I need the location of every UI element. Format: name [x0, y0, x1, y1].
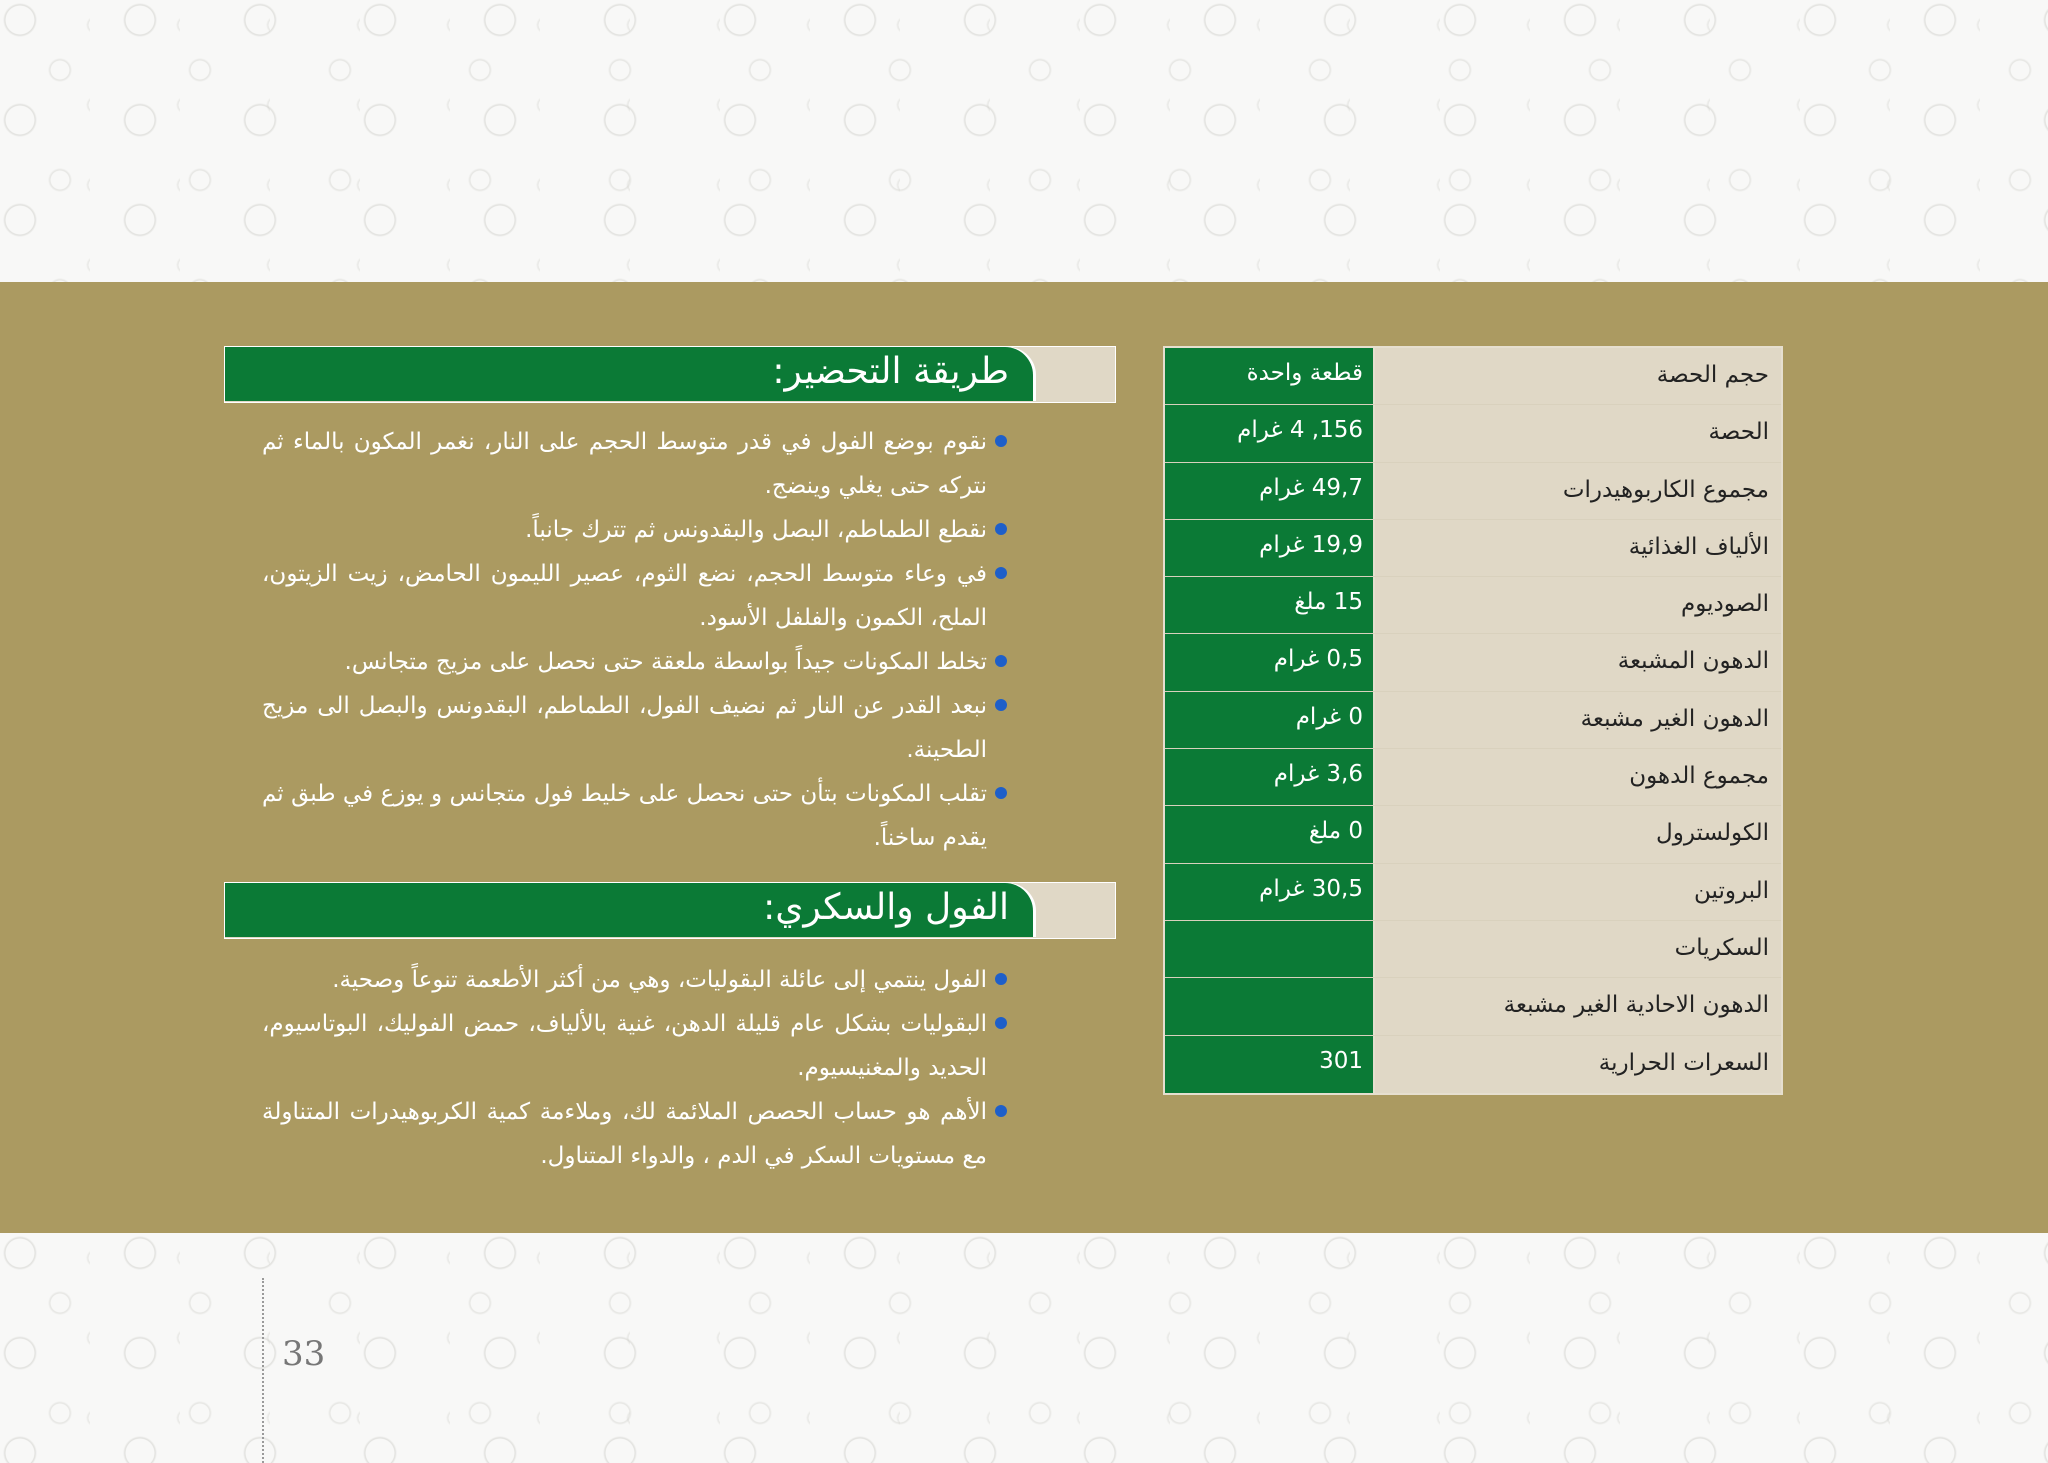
nutrition-label: الدهون الغير مشبعة	[1375, 692, 1781, 748]
nutrition-value	[1165, 921, 1375, 977]
bullet-icon	[995, 567, 1007, 579]
preparation-header	[224, 346, 1116, 403]
step-text: تقلب المكونات بتأن حتى نحصل على خليط فول متجانس و يوزع في طبق ثم يقدم ساخناً.	[262, 781, 987, 851]
list-item	[262, 552, 1007, 640]
page-divider	[262, 1278, 264, 1463]
table-row	[1165, 520, 1781, 577]
nutrition-label: الدهون المشبعة	[1375, 634, 1781, 690]
list-item	[262, 420, 1007, 508]
table-row	[1165, 864, 1781, 921]
preparation-title: طريقة التحضير:	[772, 351, 1009, 392]
nutrition-table	[1163, 346, 1783, 1095]
beans-diabetes-header	[224, 882, 1116, 939]
list-item	[262, 640, 1007, 684]
step-text: تخلط المكونات جيداً بواسطة ملعقة حتى نحصل على مزيج متجانس.	[344, 649, 987, 675]
table-row	[1165, 634, 1781, 691]
table-row	[1165, 348, 1781, 405]
bullet-icon	[995, 699, 1007, 711]
list-item	[262, 772, 1007, 860]
bullet-icon	[995, 1017, 1007, 1029]
nutrition-label: الدهون الاحادية الغير مشبعة	[1375, 978, 1781, 1034]
nutrition-label: حجم الحصة	[1375, 348, 1781, 404]
nutrition-label: الحصة	[1375, 405, 1781, 461]
list-item	[262, 684, 1007, 772]
nutrition-label: البروتين	[1375, 864, 1781, 920]
table-row	[1165, 978, 1781, 1035]
nutrition-label: الكولسترول	[1375, 806, 1781, 862]
nutrition-value: 156, 4 غرام	[1165, 405, 1375, 461]
list-item	[262, 1090, 1007, 1178]
list-item	[262, 958, 1007, 1002]
nutrition-value: 30,5 غرام	[1165, 864, 1375, 920]
list-item	[262, 1002, 1007, 1090]
step-text: نبعد القدر عن النار ثم نضيف الفول، الطماطم، البقدونس والبصل الى مزيج الطحينة.	[262, 693, 987, 763]
nutrition-value: 0,5 غرام	[1165, 634, 1375, 690]
table-row	[1165, 692, 1781, 749]
nutrition-value: 301	[1165, 1036, 1375, 1093]
nutrition-value: 3,6 غرام	[1165, 749, 1375, 805]
bullet-icon	[995, 523, 1007, 535]
beans-diabetes-title: الفول والسكري:	[763, 887, 1009, 928]
page-number: 33	[282, 1334, 326, 1374]
step-text: نقوم بوضع الفول في قدر متوسط الحجم على النار، نغمر المكون بالماء ثم نتركه حتى يغلي وينضج.	[262, 429, 987, 499]
step-text: نقطع الطماطم، البصل والبقدونس ثم تترك جانباً.	[525, 517, 987, 543]
bullet-icon	[995, 435, 1007, 447]
table-row	[1165, 1036, 1781, 1093]
beans-diabetes-points	[262, 958, 1007, 1178]
preparation-header-bar	[225, 347, 1033, 401]
point-text: البقوليات بشكل عام قليلة الدهن، غنية بالألياف، حمض الفوليك، البوتاسيوم، الحديد والمغنيسيوم.	[262, 1011, 987, 1081]
nutrition-value: 19,9 غرام	[1165, 520, 1375, 576]
table-row	[1165, 921, 1781, 978]
beans-diabetes-header-bar	[225, 883, 1033, 937]
nutrition-label: الألياف الغذائية	[1375, 520, 1781, 576]
point-text: الأهم هو حساب الحصص الملائمة لك، وملاءمة كمية الكربوهيدرات المتناولة مع مستويات السكر في الدم ، والدواء المتناول.	[262, 1099, 987, 1169]
nutrition-label: الصوديوم	[1375, 577, 1781, 633]
nutrition-label: السعرات الحرارية	[1375, 1036, 1781, 1093]
table-row	[1165, 577, 1781, 634]
nutrition-label: مجموع الدهون	[1375, 749, 1781, 805]
nutrition-value: 0 ملغ	[1165, 806, 1375, 862]
table-row	[1165, 806, 1781, 863]
list-item	[262, 508, 1007, 552]
nutrition-value: 49,7 غرام	[1165, 463, 1375, 519]
table-row	[1165, 405, 1781, 462]
point-text: الفول ينتمي إلى عائلة البقوليات، وهي من أكثر الأطعمة تنوعاً وصحية.	[332, 967, 987, 993]
step-text: في وعاء متوسط الحجم، نضع الثوم، عصير الليمون الحامض، زيت الزيتون، الملح، الكمون والفلفل الأسود.	[262, 561, 987, 631]
table-row	[1165, 463, 1781, 520]
nutrition-label: مجموع الكاربوهيدرات	[1375, 463, 1781, 519]
nutrition-value: 0 غرام	[1165, 692, 1375, 748]
bullet-icon	[995, 1105, 1007, 1117]
bullet-icon	[995, 973, 1007, 985]
nutrition-value: 15 ملغ	[1165, 577, 1375, 633]
preparation-steps	[262, 420, 1007, 860]
bullet-icon	[995, 655, 1007, 667]
nutrition-value	[1165, 978, 1375, 1034]
nutrition-label: السكريات	[1375, 921, 1781, 977]
nutrition-value: قطعة واحدة	[1165, 348, 1375, 404]
food-pattern-header	[0, 0, 2048, 282]
bullet-icon	[995, 787, 1007, 799]
table-row	[1165, 749, 1781, 806]
